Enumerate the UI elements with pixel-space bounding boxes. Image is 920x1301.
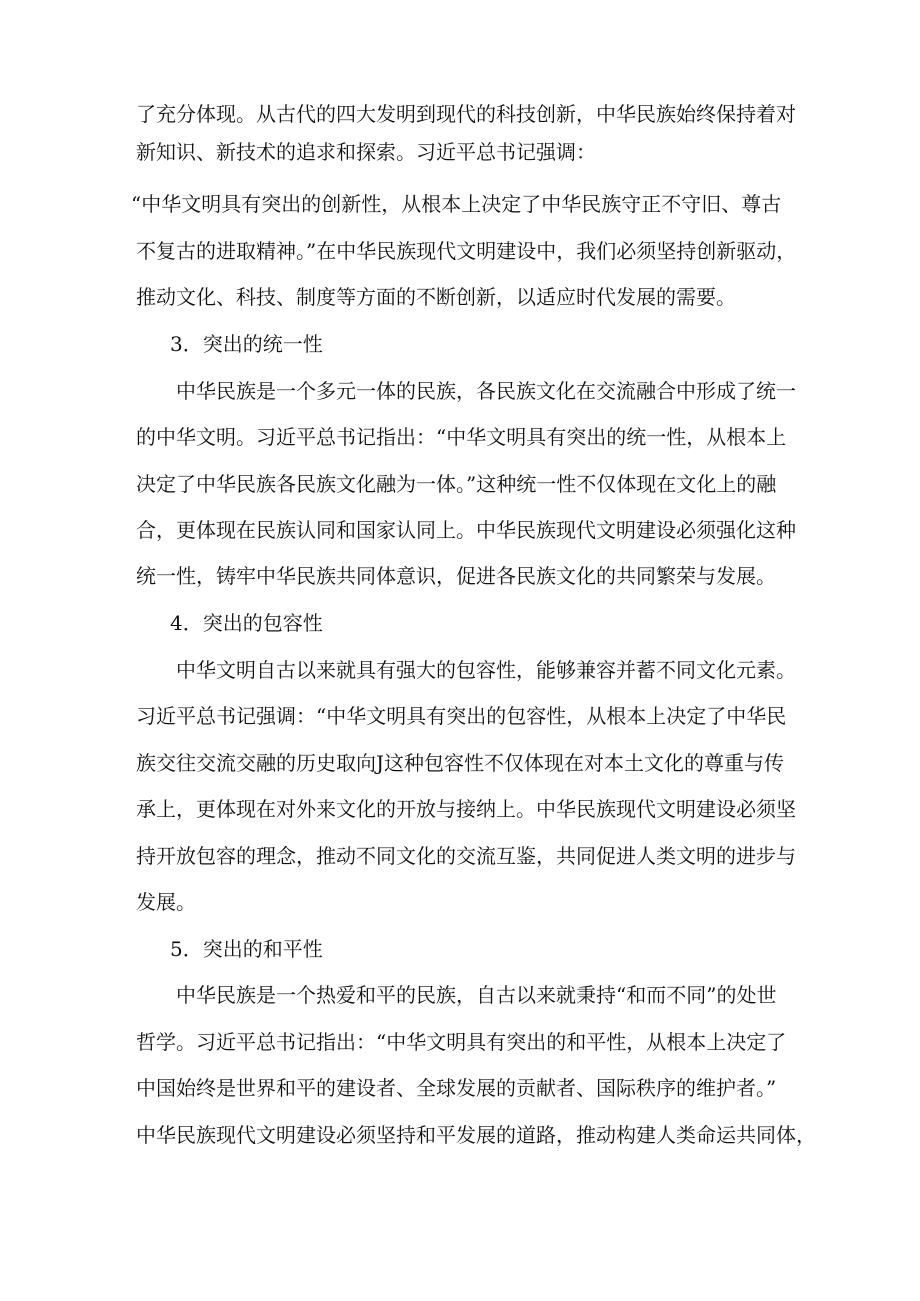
- paragraph-line: 不复古的进取精神。”在中华民族现代文明建设中，我们必须坚持创新驱动，: [136, 239, 797, 263]
- paragraph-line: 中华民族是一个热爱和平的民族，自古以来就秉持“和而不同”的处世: [176, 983, 777, 1007]
- paragraph-line: 族交往交流交融的历史取向J这种包容性不仅体现在对本土文化的尊重与传: [136, 751, 785, 775]
- paragraph-line: 发展。: [136, 890, 196, 914]
- section-heading-4: 4．突出的包容性: [170, 611, 323, 635]
- section-heading-5: 5．突出的和平性: [170, 937, 323, 961]
- paragraph-line: 中华文明自古以来就具有强大的包容性，能够兼容并蓄不同文化元素。: [176, 658, 796, 682]
- paragraph-line: 的中华文明。习近平总书记指出：“中华文明具有突出的统一性，从根本上: [136, 425, 787, 449]
- paragraph-line: 合，更体现在民族认同和国家认同上。中华民族现代文明建设必须强化这种: [136, 518, 796, 542]
- section-heading-3: 3．突出的统一性: [170, 332, 323, 356]
- paragraph-line: 中华民族是一个多元一体的民族，各民族文化在交流融合中形成了统一: [176, 379, 796, 403]
- paragraph-line: 推动文化、科技、制度等方面的不断创新，以适应时代发展的需要。: [136, 285, 736, 309]
- paragraph-line: 了充分体现。从古代的四大发明到现代的科技创新，中华民族始终保持着对: [136, 102, 796, 126]
- paragraph-line: 新知识、新技术的追求和探索。习近平总书记强调：: [136, 140, 596, 164]
- paragraph-line: 统一性，铸牢中华民族共同体意识，促进各民族文化的共同繁荣与发展。: [136, 564, 776, 588]
- paragraph-line: 哲学。习近平总书记指出：“中华文明具有突出的和平性，从根本上决定了: [136, 1030, 787, 1054]
- paragraph-line: 中华民族现代文明建设必须坚持和平发展的道路，推动构建人类命运共同体，: [136, 1123, 816, 1147]
- quote-line: “中华文明具有突出的创新性，从根本上决定了中华民族守正不守旧、尊古: [131, 192, 782, 216]
- paragraph-line: 持开放包容的理念，推动不同文化的交流互鉴，共同促进人类文明的进步与: [136, 844, 796, 868]
- paragraph-line: 承上，更体现在对外来文化的开放与接纳上。中华民族现代文明建设必须坚: [136, 797, 796, 821]
- paragraph-line: 决定了中华民族各民族文化融为一体。”这种统一性不仅体现在文化上的融: [136, 472, 777, 496]
- paragraph-line: 习近平总书记强调：“中华文明具有突出的包容性，从根本上决定了中华民: [136, 704, 787, 728]
- paragraph-line: 中国始终是世界和平的建设者、全球发展的贡献者、国际秩序的维护者。”: [136, 1076, 777, 1100]
